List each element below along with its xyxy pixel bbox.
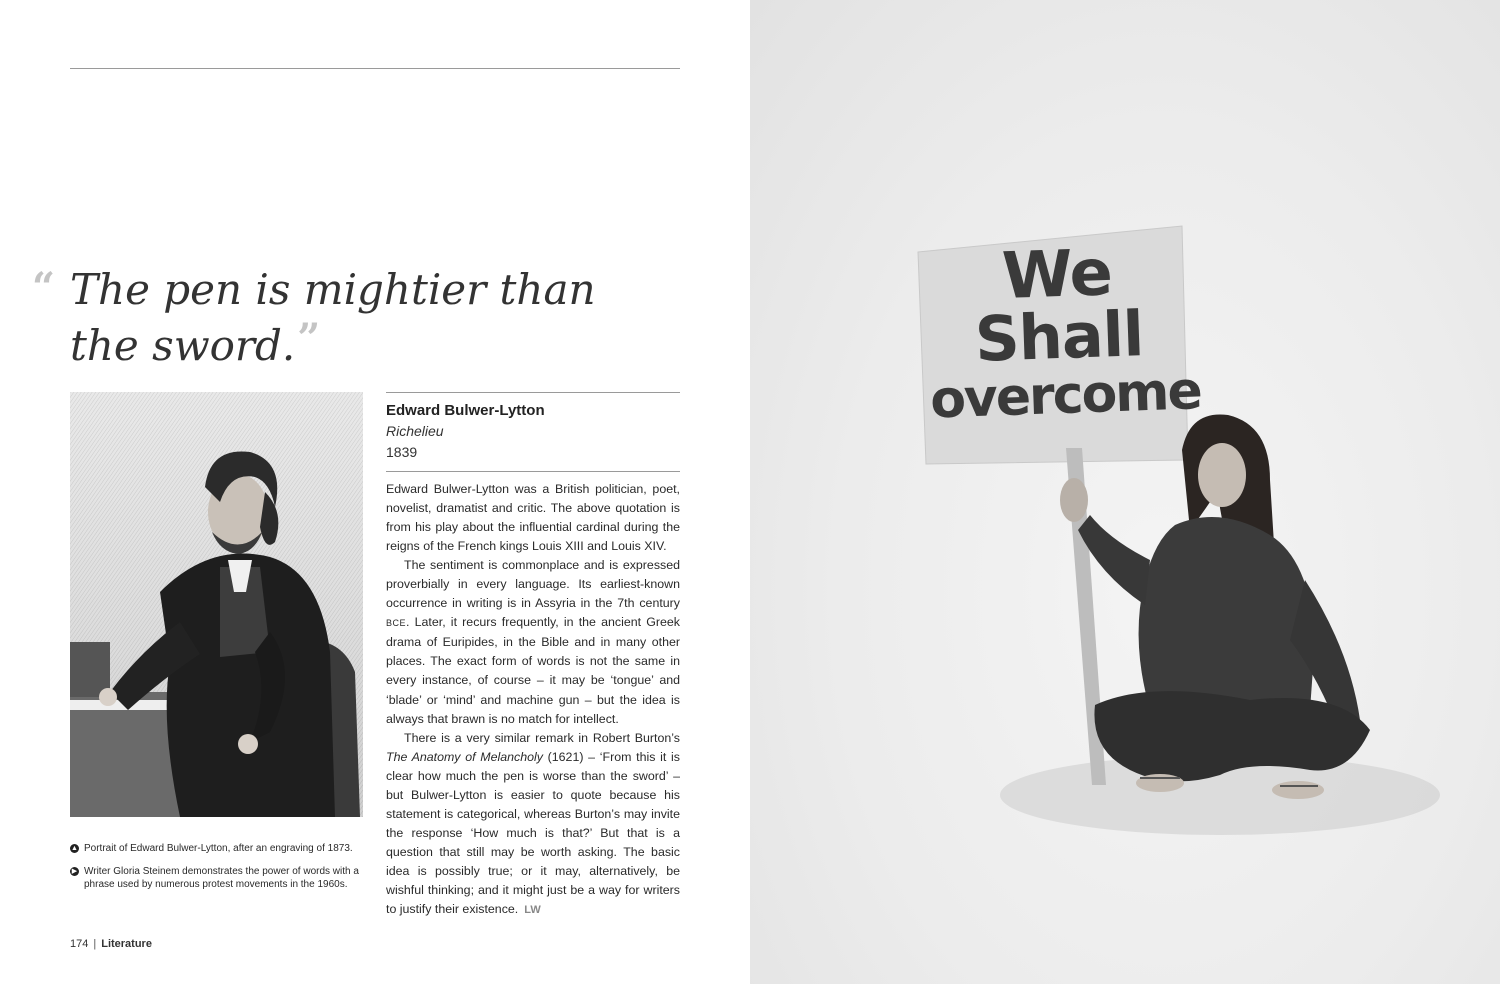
paragraph-3-part-b: (1621) – ‘From this it is clear how much the pen is worse than the sword’ – but Bulwer-Lytton is easier to quote because his statement is categorical, whereas Burton’s may invite the response ‘How much is that?’ But that is a question that still may be worth asking. The basic idea is possibly true; or it may, alternatively, be wishful thinking; and it might just be a way for writers to justify their existence. (386, 749, 681, 917)
protest-photo (750, 0, 1500, 984)
captions (70, 842, 370, 901)
section-name: Literature (101, 938, 152, 950)
open-quote-mark: “ (32, 264, 56, 311)
author-name: Edward Bulwer-Lytton (386, 402, 545, 419)
author-initials: LW (524, 904, 541, 917)
paragraph-2 (386, 556, 680, 728)
caption-portrait (70, 842, 370, 855)
portrait-image (70, 392, 363, 817)
quote-line-1: The pen is mightier than (70, 265, 596, 314)
sign-line-3: overcome (929, 361, 1202, 431)
sign-line-2: Shall (973, 297, 1145, 376)
sign-line-1: We (1000, 236, 1114, 314)
engraving-illustration (70, 392, 363, 817)
bce-abbr: BCE (386, 618, 407, 629)
arrow-right-icon: ▶ (71, 868, 78, 875)
paragraph-3 (386, 729, 680, 920)
photo-page (750, 0, 1500, 984)
top-rule (70, 68, 680, 69)
book-title: The Anatomy of Melancholy (386, 749, 543, 764)
caption-photo (70, 865, 370, 891)
paragraph-1: Edward Bulwer-Lytton was a British politician, poet, novelist, dramatist and critic. The above quotation is from his play about the influential cardinal during the reigns of the French kings Louis XIII and Louis XIV. (386, 482, 680, 554)
work-year: 1839 (386, 444, 418, 460)
body-text (386, 480, 680, 920)
paragraph-2-part-b: . Later, it recurs frequently, in the ancient Greek drama of Euripides, in the Bible and in many other places. The exact form of words is not the same in every instance, of course – it may be ‘tongue’ and ‘blade’ or ‘mind’ and machine gun – but the idea is always that brawn is no match for intellect. (386, 615, 680, 726)
caption-portrait-text: Portrait of Edward Bulwer-Lytton, after an engraving of 1873. (84, 843, 353, 854)
paragraph-2-part-a: The sentiment is commonplace and is expressed proverbially in every language. Its earliest-known occurrence in writing is in Assyria in the 7th century (386, 558, 680, 611)
entry-meta (386, 392, 680, 472)
arrow-up-icon: ▲ (71, 845, 78, 852)
close-quote-mark: ” (297, 315, 321, 362)
protest-sign-text (925, 236, 1202, 431)
paragraph-3-part-a: There is a very similar remark in Robert Burton’s (404, 730, 680, 745)
quote-line-2-text: the sword. (70, 321, 296, 370)
pull-quote (32, 262, 630, 375)
caption-photo-text: Writer Gloria Steinem demonstrates the power of words with a phrase used by numerous protest movements in the 1960s. (84, 866, 359, 890)
page-number: 174 (70, 938, 89, 950)
folio-separator: | (93, 938, 97, 950)
work-title: Richelieu (386, 423, 444, 439)
folio (70, 938, 152, 950)
quote-line-2 (70, 315, 630, 375)
